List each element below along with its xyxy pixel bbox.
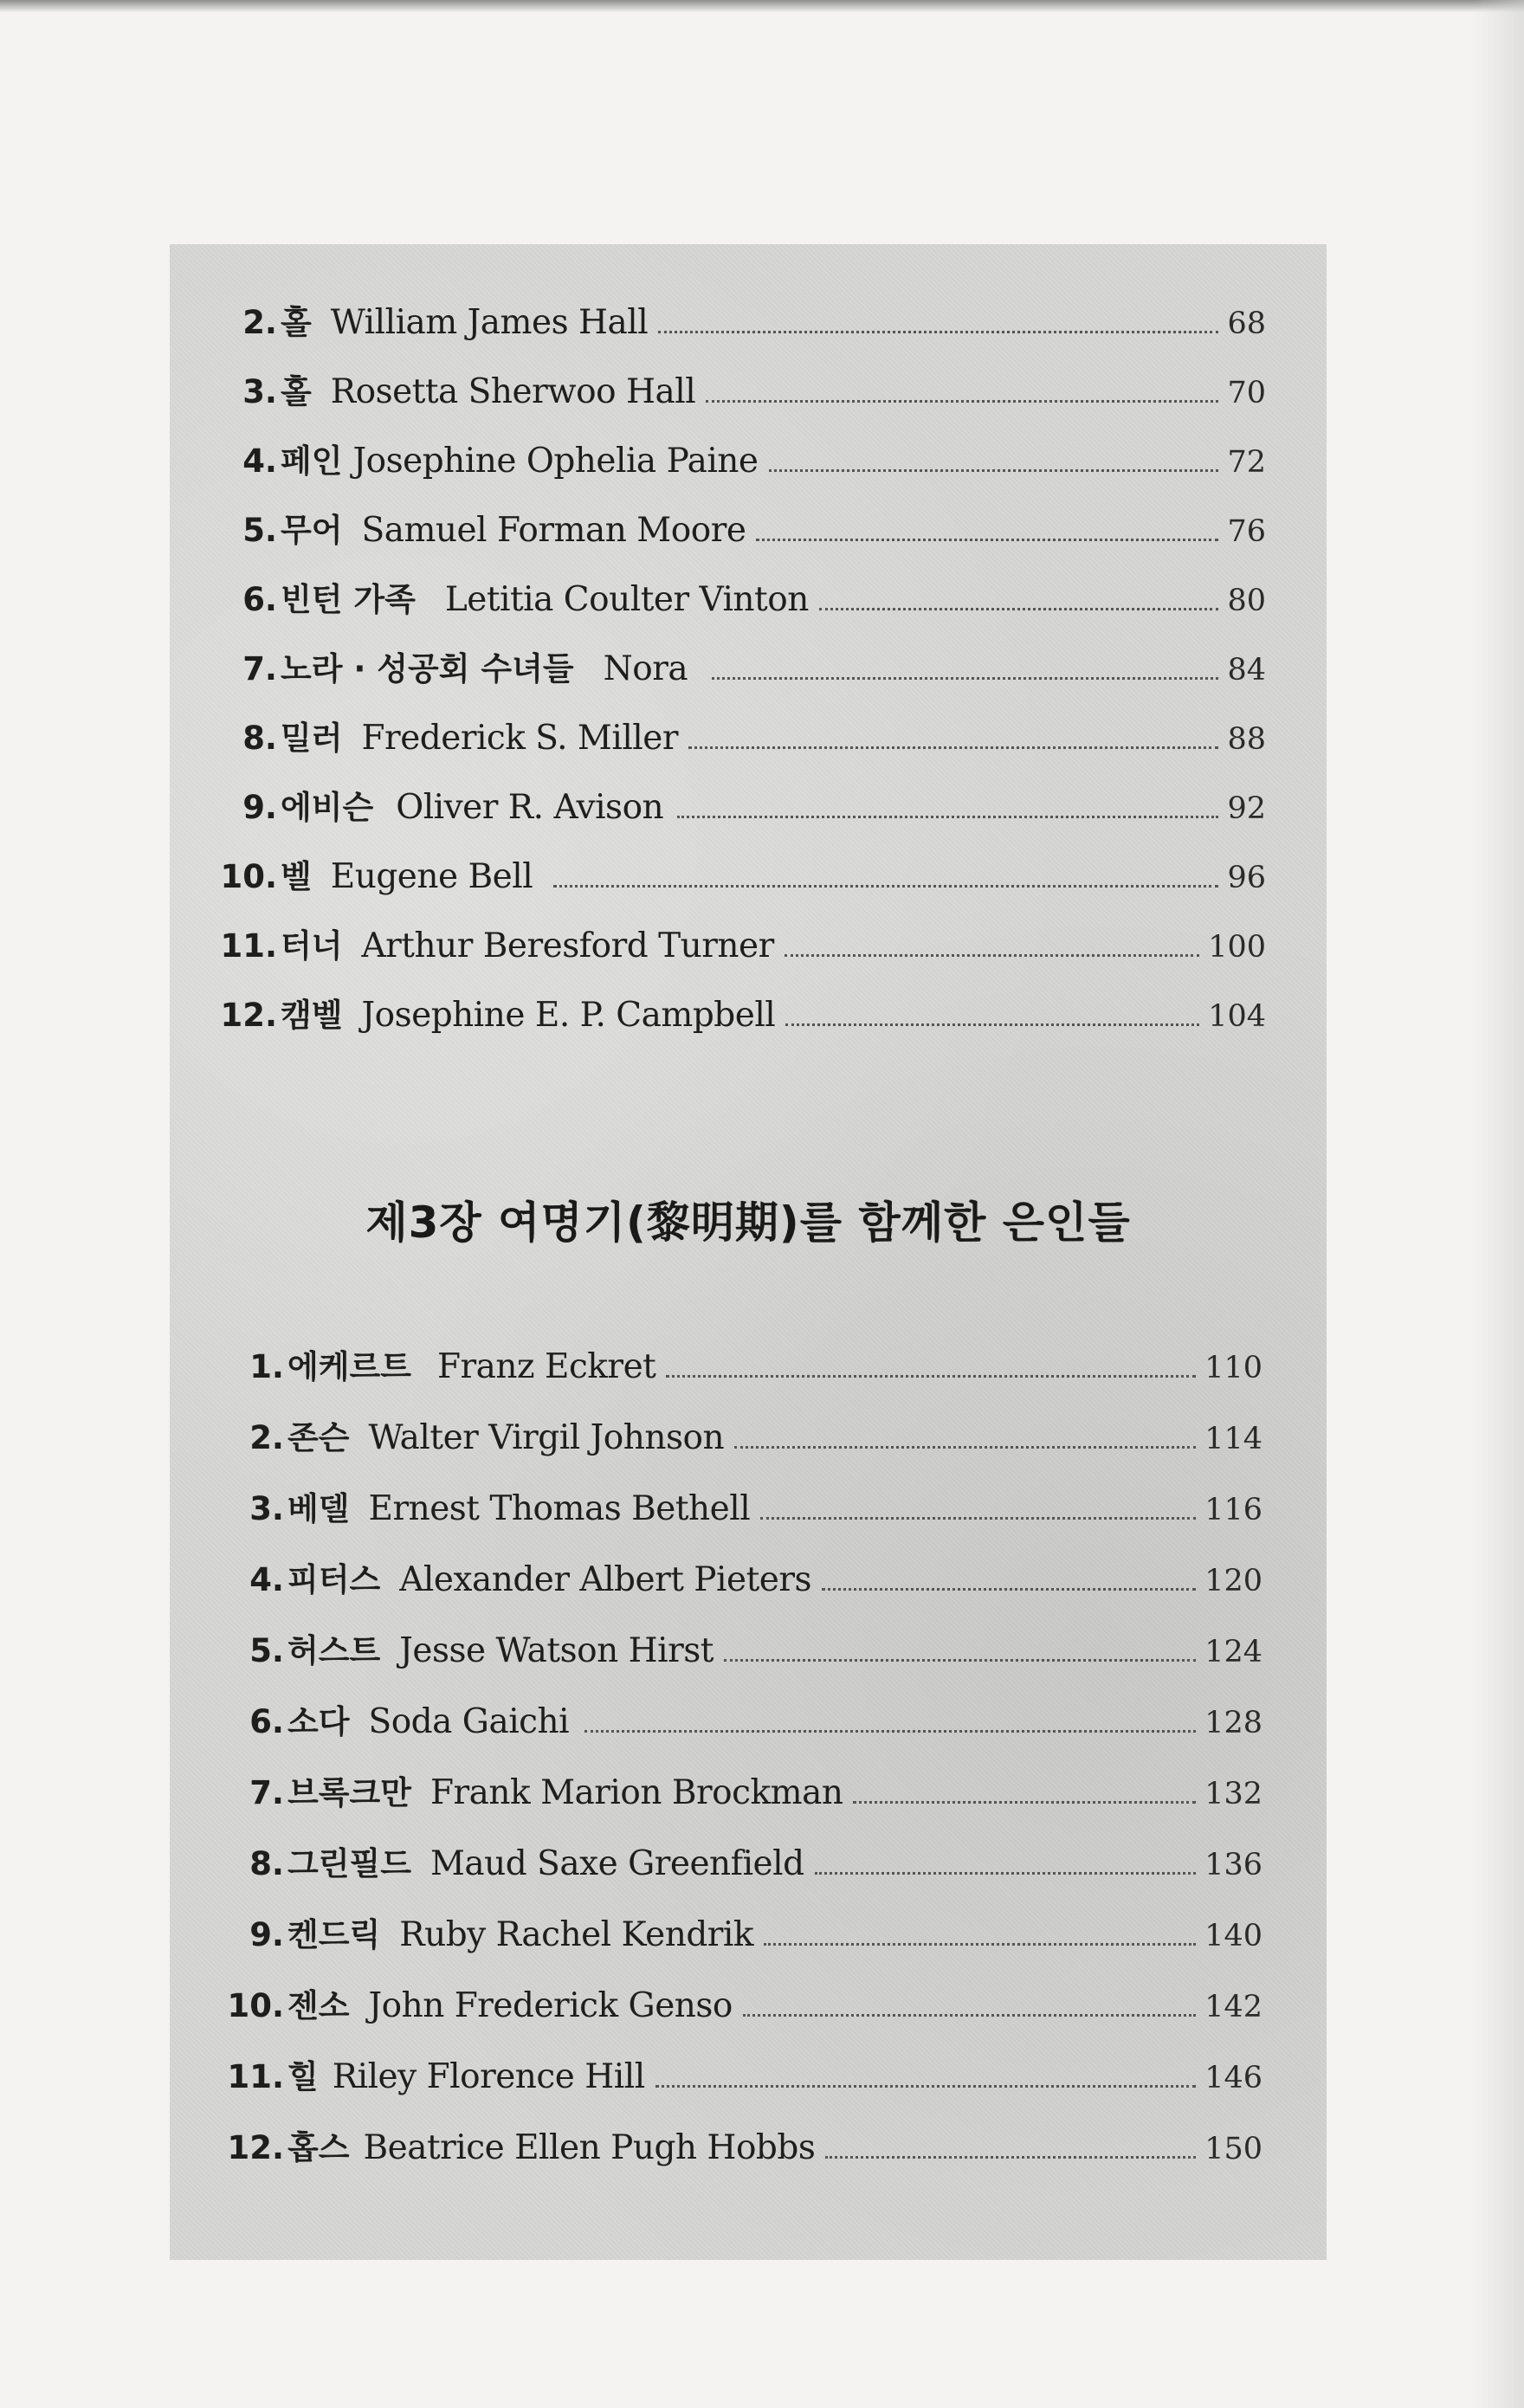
entry-korean-name: 존슨 [287, 1419, 350, 1456]
entry-page-number: 70 [1227, 376, 1266, 410]
entry-english-name: Soda Gaichi [368, 1702, 570, 1741]
dot-leader [655, 2085, 1197, 2088]
dot-leader [743, 2014, 1196, 2017]
entry-number: 10. [220, 858, 277, 895]
entry-page-number: 80 [1227, 584, 1266, 618]
entry-page-number: 120 [1204, 1564, 1262, 1598]
toc-entry [216, 989, 1266, 1041]
entry-number: 2. [249, 1419, 284, 1456]
entry-english-name: William James Hall [330, 303, 649, 342]
toc-entry [216, 573, 1266, 625]
entry-page-number: 84 [1227, 653, 1266, 688]
entry-english-name: Samuel Forman Moore [361, 511, 746, 550]
entry-number: 8. [242, 720, 277, 757]
toc-entry [216, 642, 1266, 694]
entry-english-name: Ruby Rachel Kendrik [399, 1915, 754, 1954]
toc-entry [216, 365, 1266, 417]
dot-leader [815, 1872, 1197, 1875]
entry-english-name: Josephine E. P. Campbell [361, 996, 776, 1035]
entry-korean-name: 베델 [287, 1490, 350, 1527]
entry-english-name: Frank Marion Brockman [429, 1773, 843, 1812]
entry-number: 5. [249, 1632, 284, 1669]
entry-page-number: 132 [1204, 1777, 1262, 1811]
entry-korean-name: 젠소 [287, 1987, 350, 2024]
chapter-title: 제3장 여명기(黎明期)를 함께한 은인들 [365, 1198, 1131, 1248]
entry-english-name: Ernest Thomas Bethell [368, 1489, 751, 1528]
dot-leader [584, 1730, 1196, 1733]
entry-number: 10. [227, 1987, 284, 2024]
toc-entry [216, 296, 1266, 348]
dot-leader [764, 1943, 1196, 1946]
entry-korean-name: 홉스 [287, 2129, 350, 2166]
toc-entry [216, 920, 1266, 972]
entry-page-number: 128 [1204, 1706, 1262, 1740]
toc-entry [223, 1482, 1262, 1534]
entry-korean-name: 에비슨 [281, 789, 374, 826]
entry-number: 6. [242, 581, 277, 618]
entry-page-number: 96 [1227, 861, 1266, 895]
dot-leader [553, 885, 1218, 888]
entry-number: 7. [249, 1774, 284, 1811]
entry-number: 8. [249, 1845, 284, 1882]
entry-page-number: 140 [1204, 1919, 1262, 1953]
toc-entry [223, 1908, 1262, 1960]
toc-entry [223, 1837, 1262, 1889]
toc-entry [216, 435, 1266, 487]
entry-korean-name: 허스트 [287, 1632, 381, 1669]
entry-english-name: Oliver R. Avison [396, 788, 664, 827]
entry-page-number: 68 [1227, 307, 1266, 341]
dot-leader [760, 1517, 1196, 1520]
entry-english-name: Riley Florence Hill [332, 2057, 645, 2096]
dot-leader [785, 1023, 1199, 1026]
entry-number: 3. [242, 373, 277, 410]
toc-entry [223, 1979, 1262, 2031]
entry-korean-name: 캠벨 [281, 997, 343, 1034]
dot-leader [769, 469, 1219, 472]
dot-leader [785, 954, 1199, 957]
entry-page-number: 72 [1227, 445, 1266, 480]
entry-english-name: Alexander Albert Pieters [399, 1560, 812, 1599]
toc-entry [216, 712, 1266, 764]
entry-page-number: 142 [1204, 1990, 1262, 2024]
entry-english-name: Nora [603, 649, 688, 688]
entry-number: 4. [249, 1561, 284, 1598]
dot-leader [706, 400, 1218, 403]
entry-page-number: 110 [1204, 1351, 1262, 1385]
toc-entry [223, 1624, 1262, 1676]
page-top-edge [0, 0, 1524, 12]
dot-leader [712, 677, 1218, 680]
dot-leader [677, 816, 1218, 818]
toc-entry [223, 1695, 1262, 1747]
entry-page-number: 100 [1208, 930, 1266, 965]
toc-section-previous-chapter [216, 296, 1266, 1041]
entry-korean-name: 홀 [281, 373, 312, 410]
dot-leader [724, 1659, 1196, 1662]
entry-number: 7. [242, 650, 277, 688]
entry-english-name: Franz Eckret [436, 1347, 656, 1386]
entry-number: 12. [220, 997, 277, 1034]
toc-entry [223, 1766, 1262, 1818]
entry-english-name: John Frederick Genso [368, 1986, 733, 2025]
entry-english-name: Maud Saxe Greenfield [429, 1844, 804, 1883]
entry-page-number: 92 [1227, 791, 1266, 826]
entry-page-number: 136 [1204, 1848, 1262, 1882]
entry-number: 4. [242, 442, 277, 480]
entry-page-number: 146 [1204, 2061, 1262, 2095]
entry-korean-name: 무어 [281, 512, 343, 549]
entry-number: 2. [242, 304, 277, 341]
entry-english-name: Letitia Coulter Vinton [444, 580, 809, 619]
entry-english-name: Rosetta Sherwoo Hall [330, 372, 696, 411]
dot-leader [819, 608, 1219, 610]
entry-number: 6. [249, 1703, 284, 1740]
entry-english-name: Beatrice Ellen Pugh Hobbs [363, 2128, 816, 2167]
entry-english-name: Frederick S. Miller [361, 719, 678, 758]
entry-page-number: 76 [1227, 514, 1266, 549]
entry-number: 9. [249, 1916, 284, 1953]
toc-entry [216, 504, 1266, 556]
entry-page-number: 114 [1204, 1422, 1262, 1456]
dot-leader [658, 331, 1218, 333]
entry-number: 1. [249, 1348, 284, 1385]
dot-leader [822, 1588, 1196, 1591]
entry-number: 11. [227, 2058, 284, 2095]
toc-entry [223, 1553, 1262, 1605]
toc-entry [223, 2121, 1262, 2173]
toc-section-chapter-3 [223, 1340, 1262, 2173]
toc-entry [223, 1411, 1262, 1463]
entry-korean-name: 켄드릭 [287, 1916, 381, 1953]
entry-page-number: 104 [1208, 999, 1266, 1034]
entry-korean-name: 브록크만 [287, 1774, 411, 1811]
toc-entry [223, 1340, 1262, 1392]
dot-leader [853, 1801, 1196, 1804]
dot-leader [756, 539, 1218, 541]
entry-english-name: Josephine Ophelia Paine [352, 442, 759, 481]
dot-leader [688, 746, 1218, 749]
entry-english-name: Walter Virgil Johnson [368, 1418, 725, 1457]
dot-leader [734, 1446, 1196, 1449]
entry-korean-name: 빈턴 가족 [281, 581, 416, 618]
toc-entry [223, 2050, 1262, 2102]
dot-leader [825, 2156, 1196, 2159]
toc-entry [216, 850, 1266, 902]
entry-korean-name: 벨 [281, 858, 312, 895]
toc-entry [216, 781, 1266, 833]
entry-number: 9. [242, 789, 277, 826]
entry-number: 3. [249, 1490, 284, 1527]
dot-leader [666, 1375, 1196, 1378]
entry-korean-name: 소다 [287, 1703, 350, 1740]
entry-korean-name: 힐 [287, 2058, 319, 2095]
entry-english-name: Arthur Beresford Turner [361, 926, 774, 965]
entry-korean-name: 홀 [281, 304, 312, 341]
entry-english-name: Jesse Watson Hirst [399, 1631, 714, 1670]
entry-korean-name: 에케르트 [287, 1348, 411, 1385]
entry-page-number: 116 [1204, 1493, 1262, 1527]
entry-page-number: 88 [1227, 722, 1266, 757]
entry-korean-name: 터너 [281, 927, 343, 965]
entry-number: 5. [242, 512, 277, 549]
entry-page-number: 124 [1204, 1635, 1262, 1669]
page-right-shadow [1472, 0, 1524, 2408]
entry-number: 12. [227, 2129, 284, 2166]
entry-page-number: 150 [1204, 2132, 1262, 2166]
entry-korean-name: 그린필드 [287, 1845, 411, 1882]
entry-korean-name: 밀러 [281, 720, 343, 757]
entry-korean-name: 페인 [281, 442, 343, 480]
entry-number: 11. [220, 927, 277, 965]
entry-english-name: Eugene Bell [330, 857, 533, 896]
entry-korean-name: 노라 · 성공회 수녀들 [281, 650, 574, 688]
entry-korean-name: 피터스 [287, 1561, 381, 1598]
